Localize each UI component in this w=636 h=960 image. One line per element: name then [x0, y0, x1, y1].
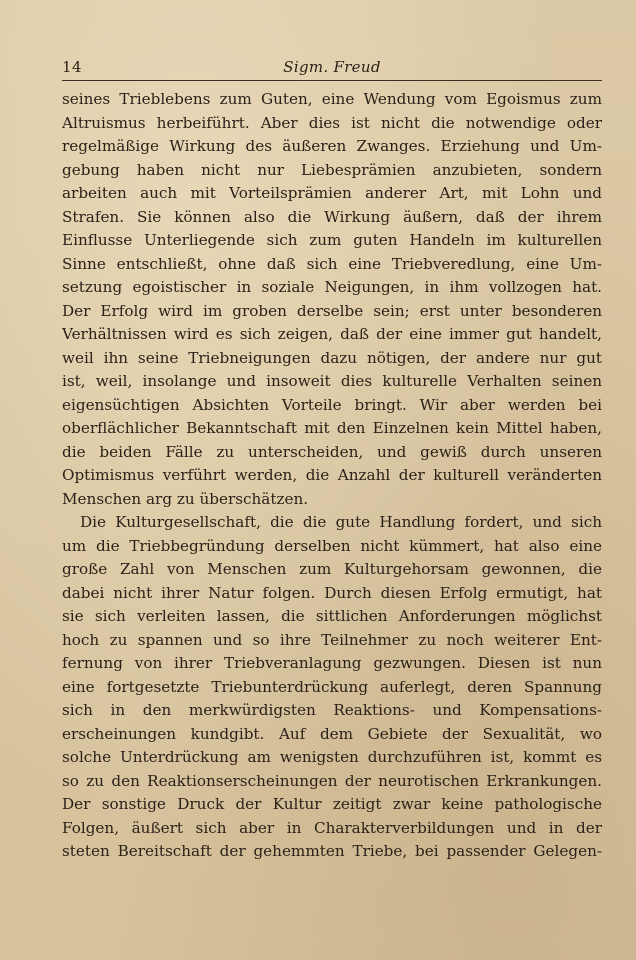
text-line: Verhältnissen wird es sich zeigen, daß der eine immer gut handelt,	[62, 325, 602, 343]
text-line: seines Trieblebens zum Guten, eine Wendung vom Egoismus zum	[62, 90, 602, 108]
text-line: eigensüchtigen Absichten Vorteile bringt. Wir aber werden bei	[62, 395, 602, 414]
text-line: Folgen, äußert sich aber in Charakterverbildungen und in der	[62, 818, 602, 837]
text-line: ist, weil, insolange und insoweit dies kulturelle Verhalten seinen	[62, 372, 602, 390]
text-line: um die Triebbegründung derselben nicht kümmert, hat also eine	[62, 536, 602, 555]
text-line: setzung egoistischer in soziale Neigungen, in ihm vollzogen hat.	[62, 278, 602, 296]
text-line: weil ihn seine Triebneigungen dazu nötigen, der andere nur gut	[62, 348, 602, 367]
page-number: 14	[62, 58, 83, 76]
text-line: sich in den merkwürdigsten Reaktions- und Kompensations-	[62, 701, 602, 719]
text-line: gebung haben nicht nur Liebesprämien anzubieten, sondern	[62, 160, 602, 179]
header-rule	[62, 80, 602, 81]
text-line: Der Erfolg wird im groben derselbe sein; erst unter besonderen	[62, 301, 602, 320]
text-line: Optimismus verführt werden, die Anzahl der kulturell veränderten	[62, 466, 602, 484]
text-line: erscheinungen kundgibt. Auf dem Gebiete der Sexualität, wo	[62, 724, 602, 743]
page-header	[62, 58, 602, 80]
text-line: Einflusse Unterliegende sich zum guten Handeln im kulturellen	[62, 231, 602, 249]
text-line: Die Kulturgesellschaft, die die gute Handlung fordert, und sich	[80, 513, 602, 531]
text-line: sie sich verleiten lassen, die sittlichen Anforderungen möglichst	[62, 607, 602, 625]
text-line: steten Bereitschaft der gehemmten Triebe, bei passender Gelegen-	[62, 842, 602, 860]
text-line: Menschen arg zu überschätzen.	[62, 489, 309, 508]
text-line: eine fortgesetzte Triebunterdrückung auferlegt, deren Spannung	[62, 677, 602, 696]
text-line: fernung von ihrer Triebveranlagung gezwungen. Diesen ist nun	[62, 654, 602, 672]
text-line: solche Unterdrückung am wenigsten durchzuführen ist, kommt es	[62, 748, 602, 766]
text-line: Sinne entschließt, ohne daß sich eine Triebveredlung, eine Um-	[62, 254, 602, 273]
text-line: dabei nicht ihrer Natur folgen. Durch diesen Erfolg ermutigt, hat	[62, 583, 602, 602]
body-text	[62, 88, 602, 864]
text-line: oberflächlicher Bekanntschaft mit den Einzelnen kein Mittel haben,	[62, 419, 602, 437]
text-line: Der sonstige Druck der Kultur zeitigt zwar keine pathologische	[62, 795, 602, 813]
text-line: die beiden Fälle zu unterscheiden, und gewiß durch unseren	[62, 442, 602, 461]
running-head: Sigm. Freud	[283, 58, 381, 76]
text-line: Altruismus herbeiführt. Aber dies ist nicht die notwendige oder	[62, 113, 602, 132]
text-line: Strafen. Sie können also die Wirkung äußern, daß der ihrem	[62, 207, 602, 226]
text-line: große Zahl von Menschen zum Kulturgehorsam gewonnen, die	[62, 560, 602, 578]
text-line: regelmäßige Wirkung des äußeren Zwanges. Erziehung und Um-	[62, 137, 602, 155]
text-line: arbeiten auch mit Vorteilsprämien anderer Art, mit Lohn und	[62, 184, 602, 202]
text-line: so zu den Reaktionserscheinungen der neurotischen Erkrankungen.	[62, 771, 602, 790]
text-line: hoch zu spannen und so ihre Teilnehmer zu noch weiterer Ent-	[62, 630, 602, 649]
